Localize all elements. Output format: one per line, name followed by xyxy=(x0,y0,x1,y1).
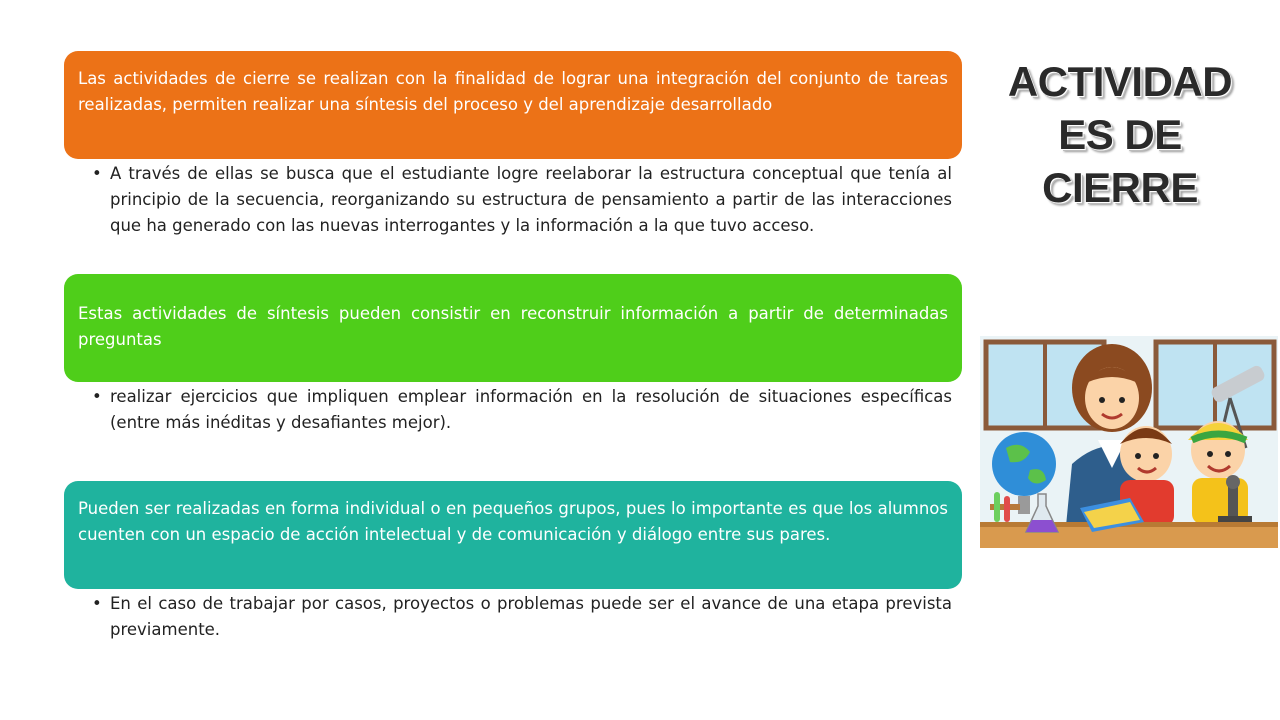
group-work-header xyxy=(64,481,962,589)
bullet-dot: • xyxy=(92,164,102,183)
bullet-item xyxy=(64,384,952,436)
bullet-item xyxy=(64,591,952,643)
bullet-item xyxy=(64,161,952,239)
synthesis-activities-header xyxy=(64,274,962,382)
header-text: Las actividades de cierre se realizan con la finalidad de lograr una integración del conjunto de tareas realizadas, permiten realizar una síntesis del proceso y del aprendizaje desarrollado xyxy=(78,69,948,114)
bullet-dot: • xyxy=(92,594,102,613)
header-text: Estas actividades de síntesis pueden consistir en reconstruir información a partir de determinadas preguntas xyxy=(78,304,948,349)
bullet-text: realizar ejercicios que impliquen emplear información en la resolución de situaciones específicas (entre más inéditas y desafiantes mejor). xyxy=(110,387,952,432)
bullet-text: En el caso de trabajar por casos, proyectos o problemas puede ser el avance de una etapa prevista previamente. xyxy=(110,594,952,639)
classroom-illustration xyxy=(980,336,1278,548)
bullet-text: A través de ellas se busca que el estudiante logre reelaborar la estructura conceptual que tenía al principio de la secuencia, reorganizando su estructura de pensamiento a partir de las interacciones que ha generado con las nuevas interrogantes y la información a la que tuvo acceso. xyxy=(110,164,952,235)
slide-title: ACTIVIDAD ES DE CIERRE xyxy=(1007,58,1233,211)
bullet-dot: • xyxy=(92,387,102,406)
closing-activities-definition xyxy=(64,51,962,159)
header-text: Pueden ser realizadas en forma individual o en pequeños grupos, pues lo importante es que los alumnos cuenten con un espacio de acción intelectual y de comunicación y diálogo entre sus pares. xyxy=(78,499,948,544)
